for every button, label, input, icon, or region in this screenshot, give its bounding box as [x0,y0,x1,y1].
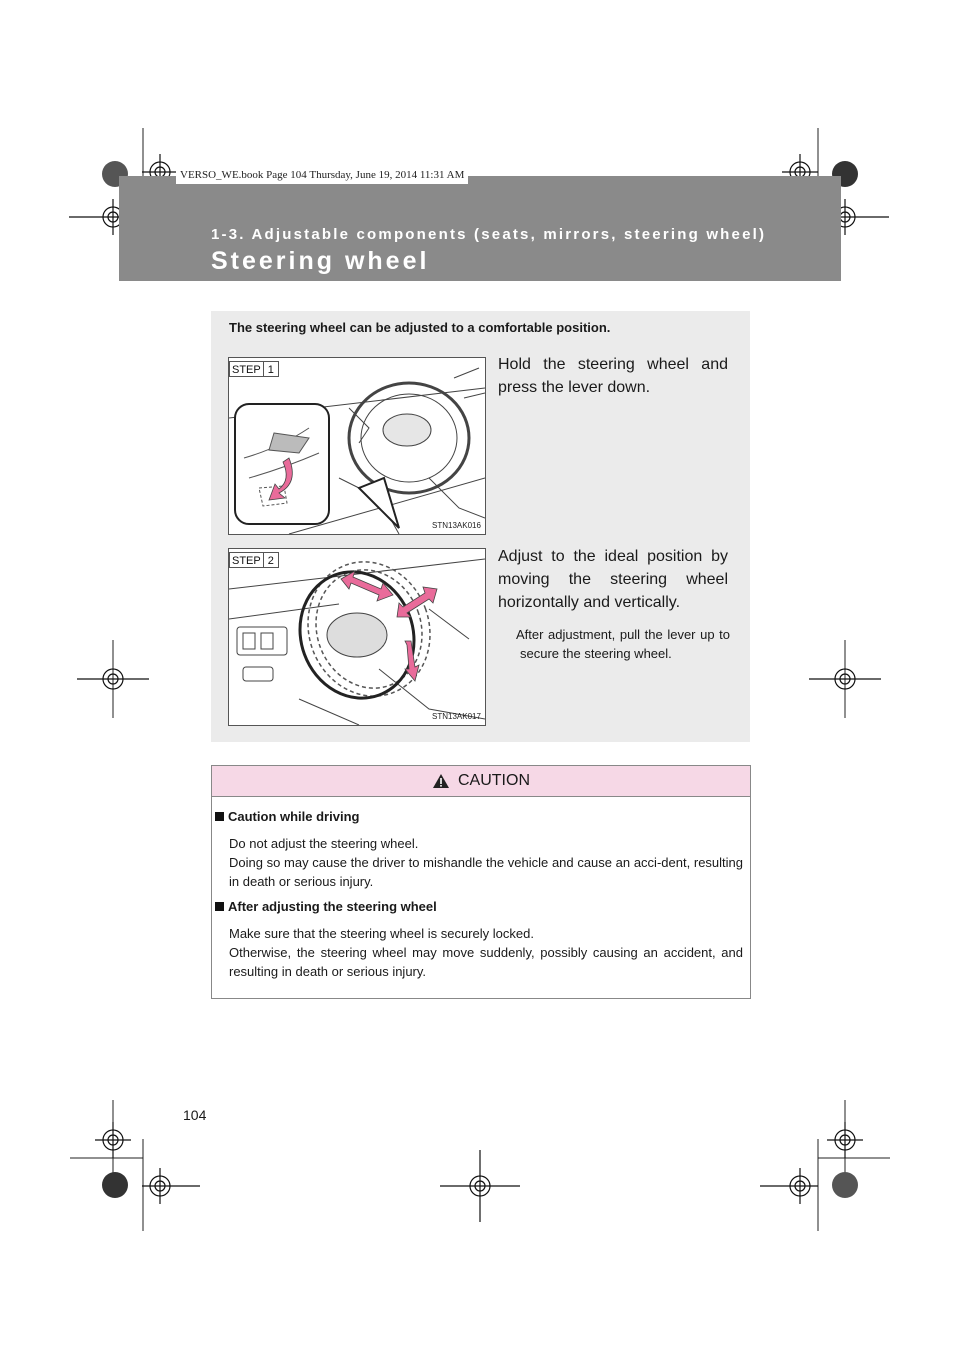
caution-header [211,765,751,797]
bullet-square-icon [215,902,224,911]
caution-item-text: Doing so may cause the driver to mishandle the vehicle and cause an acci-dent, resulting in death or serious injury. [229,855,743,889]
step-2-text: Adjust to the ideal position by moving the steering wheel horizontally and vertically. [498,548,728,611]
caution-title: CAUTION [458,772,530,789]
step-1-badge [229,361,279,377]
step-1-figure [228,357,486,535]
page-number: 104 [183,1107,207,1123]
section-heading: 1-3. Adjustable components (seats, mirrors, steering wheel) [211,226,767,243]
steering-lever-illustration [229,358,485,534]
step-2-note: After adjustment, pull the lever up to secure the steering wheel. [516,627,730,661]
step-1-text: Hold the steering wheel and press the lever down. [498,356,728,396]
book-meta: VERSO_WE.book Page 104 Thursday, June 19, 2014 11:31 AM [176,166,468,184]
step-label: STEP [229,552,264,568]
intro-text: The steering wheel can be adjusted to a comfortable position. [229,320,611,335]
page-title: Steering wheel [211,247,430,275]
step-2-figure [228,548,486,726]
step-2-badge [229,552,279,568]
step-number: 2 [264,552,279,568]
caution-item-title: After adjusting the steering wheel [215,899,437,914]
caution-item-text: Do not adjust the steering wheel. [229,836,419,851]
figure-code: STN13AK016 [432,521,481,530]
step-number: 1 [264,361,279,377]
steering-adjust-illustration [229,549,485,725]
bullet-square-icon [215,812,224,821]
caution-item-text: Make sure that the steering wheel is securely locked. [229,926,534,941]
caution-item-text: Otherwise, the steering wheel may move suddenly, possibly causing an accident, and resulting in death or serious injury. [229,945,743,979]
caution-item-title: Caution while driving [215,809,359,824]
step-label: STEP [229,361,264,377]
figure-code: STN13AK017 [432,712,481,721]
warning-icon [432,773,450,789]
